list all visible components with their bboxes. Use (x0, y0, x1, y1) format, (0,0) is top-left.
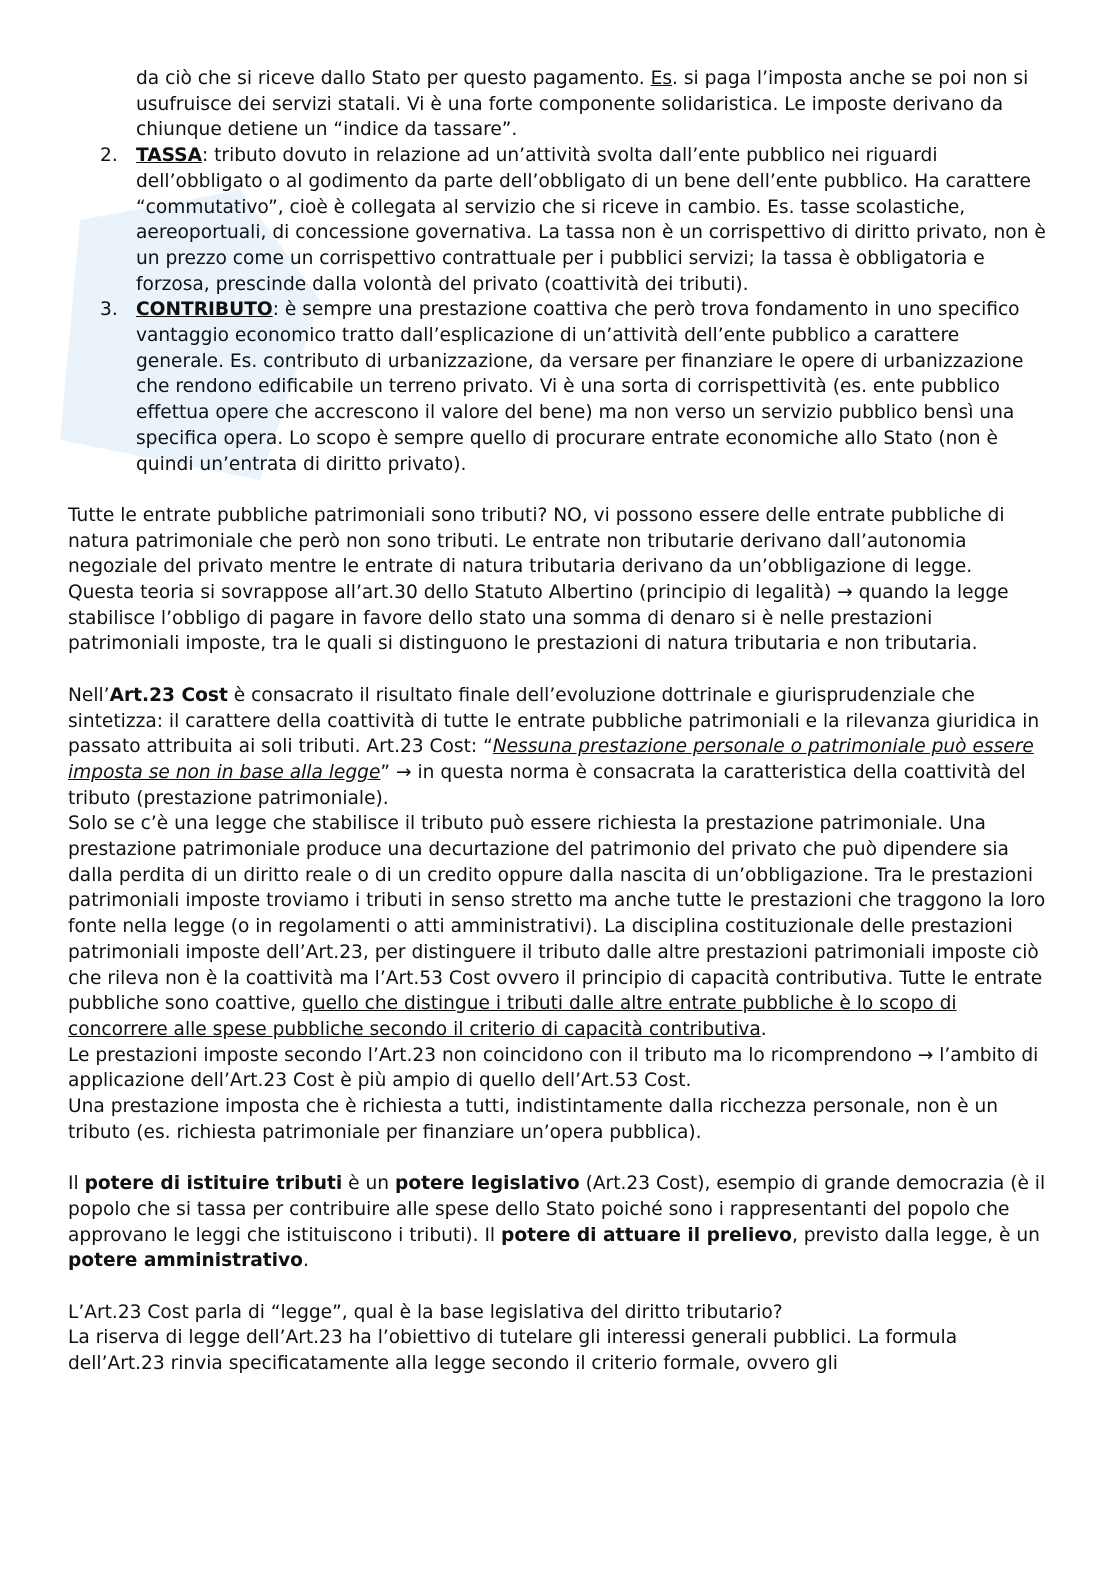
paragraph-art23: Nell’Art.23 Cost è consacrato il risultato finale dell’evoluzione dottrinale e giurisprudenziale che sintetizza: il carattere della coattività di tutte le entrate pubbliche patrimoniali e la rilevanza giuridica in passato attribuita ai soli tributi. Art.23 Cost: “Nessuna prestazione personale o patrimoniale può essere imposta se non in base alla legge” → in questa norma è consacrata la caratteristica della coattività del tributo (prestazione patrimoniale). (68, 684, 1040, 809)
list-item-tassa (68, 143, 1048, 297)
document-page (68, 66, 1048, 1377)
paragraph-riserva: La riserva di legge dell’Art.23 ha l’obiettivo di tutelare gli interessi generali pubblici. La formula dell’Art.23 rinvia specificatamente alla legge secondo il criterio formale, ovvero gli (68, 1327, 958, 1375)
art23-quote: Nessuna prestazione personale o patrimoniale può essere imposta se non in base alla legge (68, 736, 1034, 783)
art23-bold: Art.23 Cost (109, 684, 228, 706)
key-sentence-underlined: quello che distingue i tributi dalle altre entrate pubbliche è lo scopo di concorrere alle spese pubbliche secondo il criterio di capacità contributiva (68, 993, 957, 1040)
tribute-types-list (68, 143, 1048, 477)
es-abbrev: Es (650, 68, 673, 89)
list-item-text: : tributo dovuto in relazione ad un’attività svolta dall’ente pubblico nei riguardi dell’obbligato o al godimento da parte dell’obbligato di un bene dell’ente pubblico. Ha carattere “commutativo”, cioè è collegata al servizio che si riceve in cambio. Es. tasse scolastiche, aereoportuali, di concessione governativa. La tassa non è un corrispettivo di diritto privato, non è un prezzo come un corrispettivo contrattuale per i pubblici servizi; la tassa è obbligatoria e forzosa, prescinde dalla volontà del privato (coattività dei tributi). (136, 145, 1046, 295)
list-item-text: : è sempre una prestazione coattiva che però trova fondamento in uno specifico vantaggio economico tratto dall’esplicazione di un’attività dell’ente pubblico a carattere generale. Es. contributo di urbanizzazione, da versare per finanziare le opere di urbanizzazione che rendono edificabile un terreno privato. Vi è una sorta di corrispettività (es. ente pubblico effettua opere che accrescono il valore del bene) ma non verso un servizio pubblico bensì una specifica opera. Lo scopo è sempre quello di procurare entrate economiche allo Stato (non è quindi un’entrata di diritto privato). (136, 299, 1024, 475)
term-contributo: CONTRIBUTO (136, 299, 273, 321)
list-item-contributo (68, 297, 1048, 477)
paragraph-tutti: Una prestazione imposta che è richiesta a tutti, indistintamente dalla ricchezza personale, non è un tributo (es. richiesta patrimoniale per finanziare un’opera pubblica). (68, 1096, 999, 1143)
list-number: 2. (100, 145, 118, 167)
intro-continuation: da ciò che si riceve dallo Stato per questo pagamento. Es. si paga l’imposta anche se poi non si usufruisce dei servizi statali. Vi è una forte componente solidaristica. Le imposte derivano da chiunque detiene un “indice da tassare”. (136, 68, 1029, 141)
paragraph-potere: Il potere di istituire tributi è un potere legislativo (Art.23 Cost), esempio di grande democrazia (è il popolo che si tassa per contribuire alle spese dello Stato poiché sono i rappresentanti del popolo che approvano le leggi che istituiscono i tributi). Il potere di attuare il prelievo, previsto dalla legge, è un potere amministrativo. (68, 1173, 1046, 1272)
paragraph-ambito: Le prestazioni imposte secondo l’Art.23 non coincidono con il tributo ma lo ricomprendono → l’ambito di applicazione dell’Art.23 Cost è più ampio di quello dell’Art.53 Cost. (68, 1044, 1039, 1092)
paragraph-domanda: L’Art.23 Cost parla di “legge”, qual è la base legislativa del diritto tributario? (68, 1301, 783, 1323)
term-tassa: TASSA (136, 145, 202, 167)
list-number: 3. (100, 299, 118, 321)
paragraph-legge: Solo se c’è una legge che stabilisce il tributo può essere richiesta la prestazione patrimoniale. Una prestazione patrimoniale produce una decurtazione del patrimonio del privato che può dipendere sia dalla perdita di un diritto reale o di un credito oppure dalla nascita di un’obbligazione. Tra le prestazioni patrimoniali imposte troviamo i tributi in senso stretto ma anche tutte le prestazioni che traggono la loro fonte nella legge (o in regolamenti o atti amministrativi). La disciplina costituzionale delle prestazioni patrimoniali imposte dell’Art.23, per distinguere il tributo dalle altre prestazioni patrimoniali imposte ciò che rileva non è la coattività ma l’Art.53 Cost ovvero il principio di capacità contributiva. Tutte le entrate pubbliche sono coattive, quello che distingue i tributi dalle altre entrate pubbliche è lo scopo di concorrere alle spese pubbliche secondo il criterio di capacità contributiva. (68, 813, 1046, 1040)
paragraph-statuto: Questa teoria si sovrappose all’art.30 dello Statuto Albertino (principio di legalità) → quando la legge stabilisce l’obbligo di pagare in favore dello stato una somma di denaro si è nelle prestazioni patrimoniali imposte, tra le quali si distinguono le prestazioni di natura tributaria e non tributaria. (68, 582, 1009, 655)
paragraph-entrate: Tutte le entrate pubbliche patrimoniali sono tributi? NO, vi possono essere delle entrate pubbliche di natura patrimoniale che però non sono tributi. Le entrate non tributarie derivano dall’autonomia negoziale del privato mentre le entrate di natura tributaria derivano da un’obbligazione di legge. (68, 504, 1005, 578)
